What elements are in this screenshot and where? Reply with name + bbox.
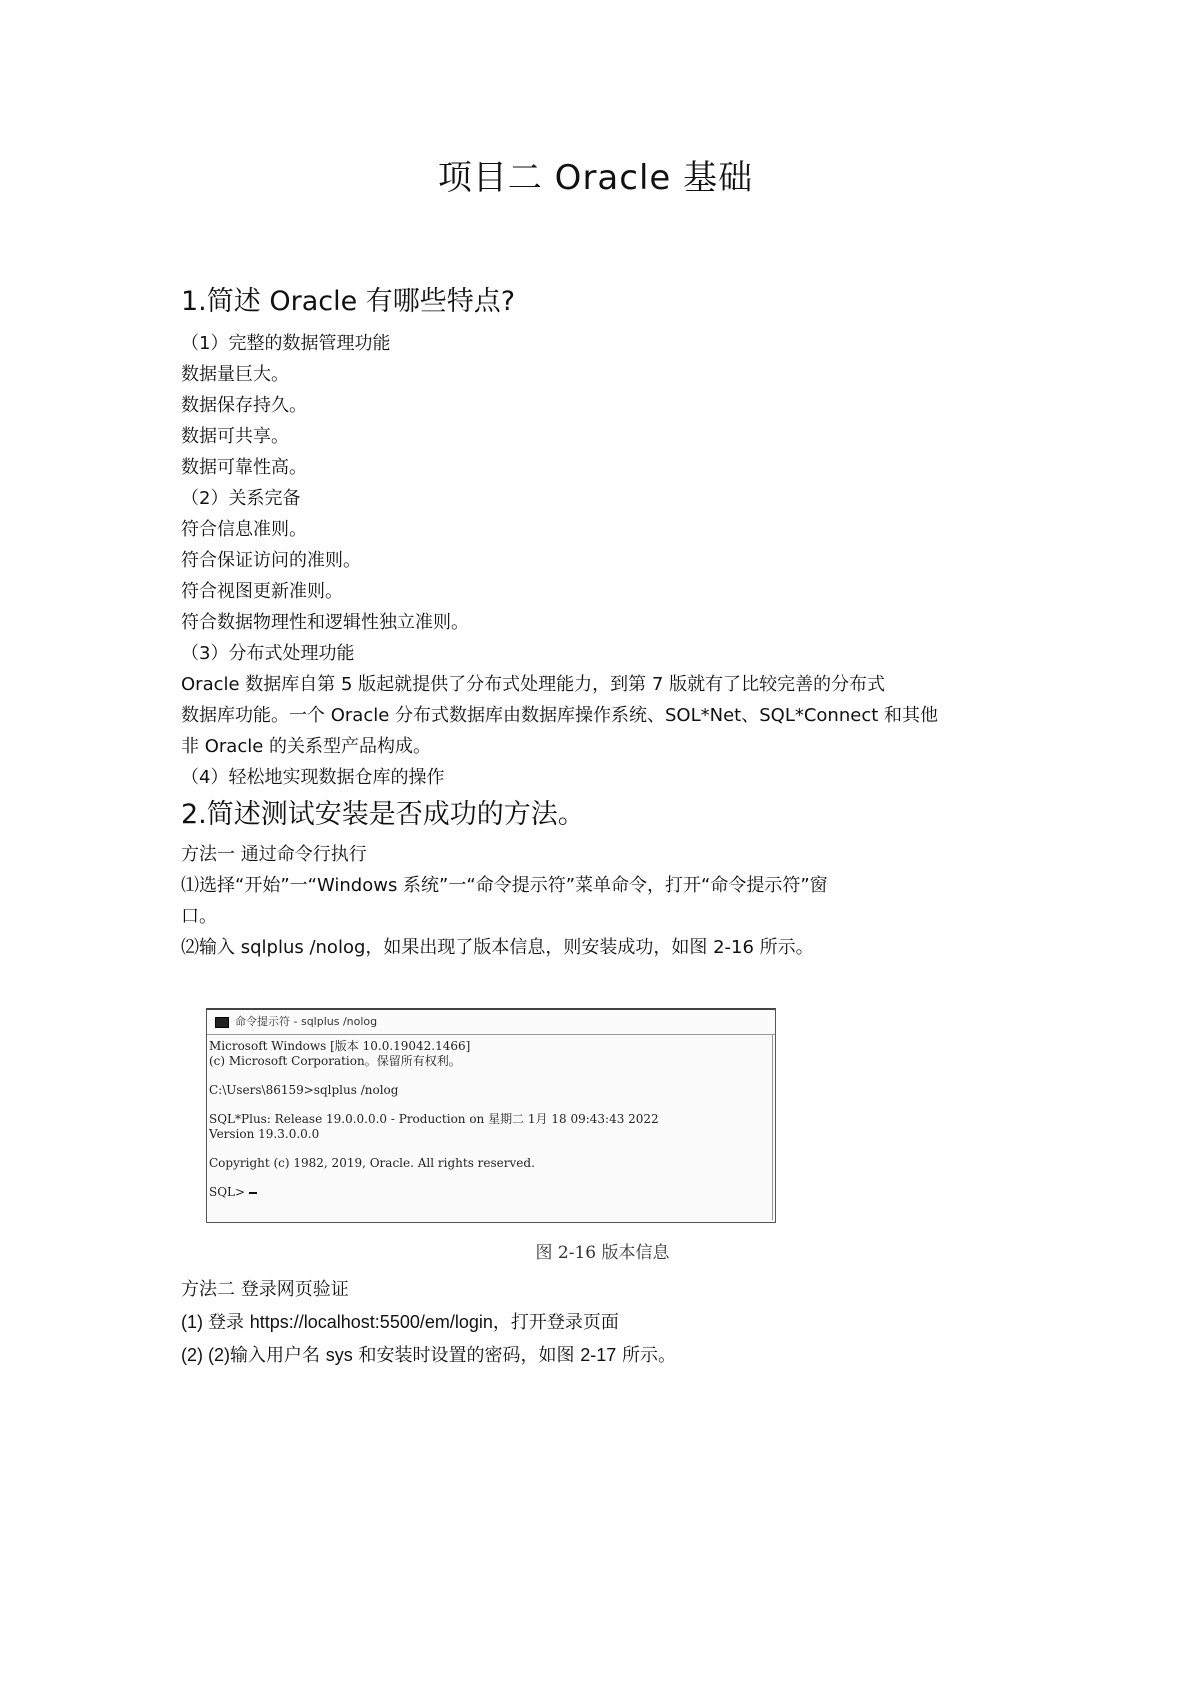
text-line: 符合视图更新准则。 — [181, 581, 343, 602]
step-text: 登录 — [208, 1312, 250, 1333]
section1-heading: 1.简述 Oracle 有哪些特点? — [181, 286, 516, 317]
text-line: 数据保存持久。 — [181, 395, 307, 416]
text-line: （4）轻松地实现数据仓库的操作 — [181, 767, 445, 788]
step-line: ⑴选择“开始”一“Windows 系统”一“命令提示符”菜单命令，打开“命令提示符”窗 — [181, 875, 828, 896]
method2-title: 方法二 登录网页验证 — [181, 1279, 349, 1300]
terminal-edge — [772, 1034, 775, 1220]
method2-section — [181, 1274, 1031, 1372]
step-text: 输入用户名 — [230, 1345, 326, 1366]
login-url: https://localhost:5500/em/login — [249, 1312, 493, 1332]
text-line: 符合保证访问的准则。 — [181, 550, 361, 571]
text-cursor — [249, 1192, 257, 1194]
terminal-blank-line — [209, 1142, 773, 1156]
terminal-title-bar — [207, 1010, 775, 1035]
figure-caption: 图 2-16 版本信息 — [535, 1243, 670, 1263]
terminal-output — [207, 1035, 775, 1200]
method2-step2 — [181, 1339, 1031, 1372]
text-line: 数据量巨大。 — [181, 364, 289, 385]
text-line: （1）完整的数据管理功能 — [181, 333, 391, 354]
terminal-blank-line — [209, 1171, 773, 1185]
terminal-line: C:\Users\86159>sqlplus /nolog — [209, 1083, 399, 1097]
terminal-prompt-line — [209, 1185, 773, 1200]
section2-heading: 2.简述测试安装是否成功的方法。 — [181, 799, 585, 830]
paragraph-line: 非 Oracle 的关系型产品构成。 — [181, 736, 432, 757]
text-line: 数据可靠性高。 — [181, 457, 307, 478]
terminal-window-title: 命令提示符 - sqlplus /nolog — [235, 1015, 378, 1028]
terminal-line: SQL*Plus: Release 19.0.0.0.0 - Production on 星期二 1月 18 09:43:43 2022 — [209, 1112, 659, 1126]
terminal-line: Version 19.3.0.0.0 — [209, 1127, 320, 1141]
method2-step1 — [181, 1306, 1031, 1339]
terminal-line: Microsoft Windows [版本 10.0.19042.1466] — [209, 1039, 471, 1053]
figure-ref: 2-17 — [580, 1345, 617, 1365]
step-text: ，打开登录页面 — [492, 1312, 619, 1333]
text-line: 符合信息准则。 — [181, 519, 307, 540]
terminal-blank-line — [209, 1098, 773, 1112]
command-prompt-icon — [215, 1017, 229, 1028]
username-text: sys — [325, 1345, 353, 1365]
text-line: 数据可共享。 — [181, 426, 289, 447]
main-content — [181, 282, 1031, 963]
terminal-line: Copyright (c) 1982, 2019, Oracle. All rights reserved. — [209, 1156, 535, 1170]
sql-prompt: SQL> — [209, 1185, 249, 1199]
text-line: 符合数据物理性和逻辑性独立准则。 — [181, 612, 469, 633]
step-number: (2) (2) — [181, 1345, 230, 1365]
terminal-line: (c) Microsoft Corporation。保留所有权利。 — [209, 1054, 461, 1068]
terminal-blank-line — [209, 1069, 773, 1083]
paragraph-line: Oracle 数据库自第 5 版起就提供了分布式处理能力，到第 7 版就有了比较完善的分布式 — [181, 674, 886, 695]
paragraph-line: 数据库功能。一个 Oracle 分布式数据库由数据库操作系统、SOL*Net、SQL*Connect 和其他 — [181, 705, 938, 726]
step-text: 和安装时设置的密码，如图 — [352, 1345, 581, 1366]
step-text: 所示。 — [616, 1345, 676, 1366]
step-number: (1) — [181, 1312, 208, 1332]
terminal-screenshot — [206, 1008, 776, 1223]
step-line: 口。 — [181, 906, 217, 927]
method1-title: 方法一 通过命令行执行 — [181, 844, 367, 865]
text-line: （3）分布式处理功能 — [181, 643, 355, 664]
text-line: （2）关系完备 — [181, 488, 301, 509]
page-title: 项目二 Oracle 基础 — [437, 158, 754, 198]
step-line: ⑵输入 sqlplus /nolog，如果出现了版本信息，则安装成功，如图 2-16 所示。 — [181, 937, 814, 958]
